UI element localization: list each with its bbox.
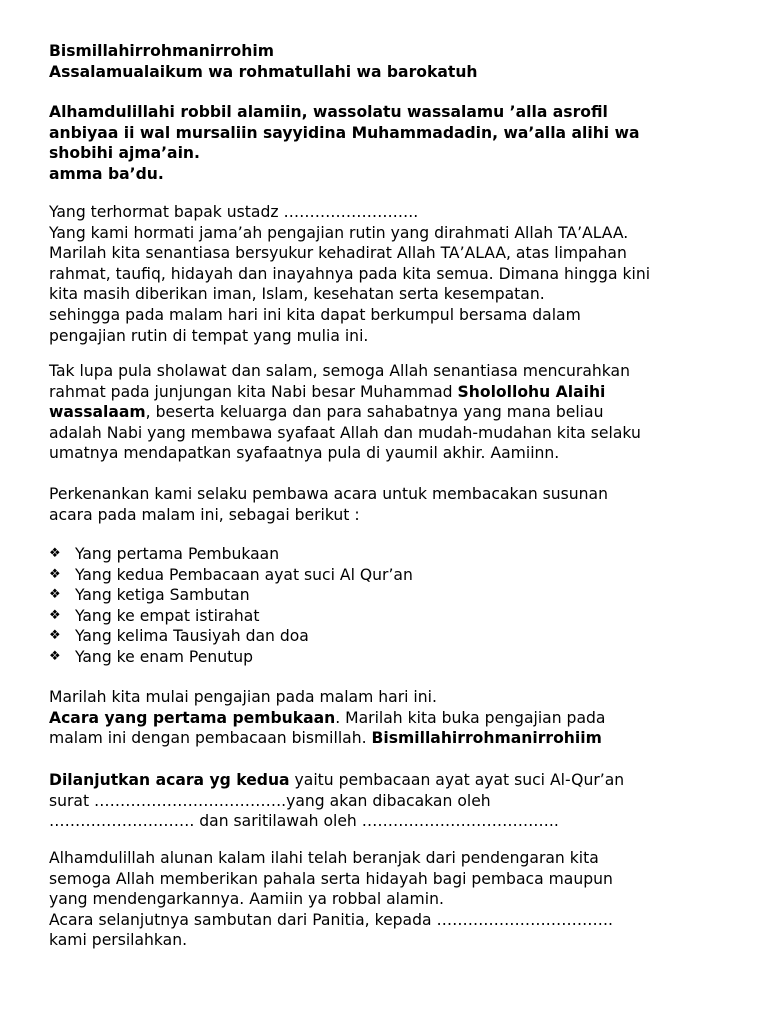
sholawat-text: , beserta keluarga dan para sahabatnya yang mana beliau — [145, 403, 604, 422]
greeting-line: pengajian rutin di tempat yang mulia ini. — [49, 326, 369, 345]
opening-block — [49, 41, 749, 82]
first-agenda-bold-text: Bismillahirrohmanirrohiim — [371, 729, 602, 748]
sholawat-line — [49, 382, 749, 403]
second-agenda-line: ………………………. dan saritilawah oleh ……………………………….. — [49, 812, 559, 831]
first-agenda-bold-text: Acara yang pertama pembukaan — [49, 708, 336, 727]
bismillah-heading: Bismillahirrohmanirrohim — [49, 42, 274, 60]
sholawat-paragraph — [49, 361, 749, 464]
greeting-line: rahmat, taufiq, hidayah dan inayahnya pada kita semua. Dimana hingga kini — [49, 264, 651, 283]
agenda-item-label: Yang kelima Tausiyah dan doa — [75, 627, 309, 646]
first-agenda-line — [49, 728, 749, 749]
greeting-line: Marilah kita senantiasa bersyukur kehadirat Allah TA’ALAA, atas limpahan — [49, 244, 627, 263]
sholawat-line: umatnya mendapatkan syafaatnya pula di yaumil akhir. Aamiinn. — [49, 444, 560, 463]
first-agenda-line — [49, 708, 749, 729]
agenda-item — [49, 544, 749, 565]
closing-line: yang mendengarkannya. Aamiin ya robbal alamin. — [49, 890, 444, 909]
first-agenda-paragraph — [49, 687, 749, 749]
agenda-item-label: Yang ketiga Sambutan — [75, 586, 250, 605]
second-agenda-text: yaitu pembacaan ayat ayat suci Al-Qur’an — [289, 771, 625, 789]
second-agenda-paragraph — [49, 770, 749, 832]
diamond-bullet-icon: ❖ — [49, 607, 61, 623]
intro-paragraph — [49, 484, 749, 525]
praise-line: Alhamdulillahi robbil alamiin, wassolatu wassalamu ’alla asrofil — [49, 103, 608, 121]
praise-line: anbiyaa ii wal mursaliin sayyidina Muhammadadin, wa’alla alihi wa — [49, 123, 640, 142]
agenda-item-label: Yang ke empat istirahat — [75, 606, 260, 625]
agenda-item-label: Yang ke enam Penutup — [75, 647, 253, 666]
greeting-line: Yang terhormat bapak ustadz …………………….. — [49, 203, 419, 221]
diamond-bullet-icon: ❖ — [49, 546, 61, 561]
intro-line: acara pada malam ini, sebagai berikut : — [49, 505, 360, 524]
greeting-line: Yang kami hormati jama’ah pengajian rutin yang dirahmati Allah TA’ALAA. — [49, 223, 629, 242]
second-agenda-line — [49, 770, 749, 791]
second-agenda-bold-text: Dilanjutkan acara yg kedua — [49, 771, 290, 789]
diamond-bullet-icon: ❖ — [49, 628, 61, 644]
diamond-bullet-icon: ❖ — [49, 587, 61, 603]
closing-paragraph — [49, 848, 749, 951]
second-agenda-line: surat ……………………………….yang akan dibacakan oleh — [49, 791, 491, 810]
closing-line: Alhamdulillah alunan kalam ilahi telah beranjak dari pendengaran kita — [49, 849, 599, 867]
salam-heading: Assalamualaikum wa rohmatullahi wa barokatuh — [49, 62, 478, 81]
closing-line: semoga Allah memberikan pahala serta hidayah bagi pembaca maupun — [49, 869, 613, 888]
sholawat-bold-text: Sholollohu Alaihi — [457, 382, 606, 401]
praise-line: shobihi ajma’ain. — [49, 144, 200, 163]
agenda-list — [49, 544, 749, 668]
agenda-item — [49, 565, 749, 586]
sholawat-bold-text: wassalaam — [49, 403, 146, 422]
first-agenda-text: . Marilah kita buka pengajian pada — [335, 708, 606, 727]
agenda-item-label: Yang pertama Pembukaan — [75, 545, 280, 563]
agenda-item — [49, 585, 749, 606]
diamond-bullet-icon: ❖ — [49, 566, 61, 582]
agenda-item — [49, 647, 749, 668]
intro-line: Perkenankan kami selaku pembawa acara untuk membacakan susunan — [49, 485, 608, 503]
greeting-line: sehingga pada malam hari ini kita dapat berkumpul bersama dalam — [49, 305, 581, 324]
first-agenda-line: Marilah kita mulai pengajian pada malam hari ini. — [49, 688, 437, 706]
sholawat-text: rahmat pada junjungan kita Nabi besar Muhammad — [49, 382, 458, 401]
greeting-line: kita masih diberikan iman, Islam, kesehatan serta kesempatan. — [49, 285, 545, 304]
agenda-item — [49, 626, 749, 647]
first-agenda-text: malam ini dengan pembacaan bismillah. — [49, 729, 372, 748]
praise-block — [49, 102, 749, 184]
amma-badu-line: amma ba’du. — [49, 164, 164, 183]
sholawat-line — [49, 402, 749, 423]
sholawat-line: Tak lupa pula sholawat dan salam, semoga Allah senantiasa mencurahkan — [49, 362, 630, 380]
diamond-bullet-icon: ❖ — [49, 648, 61, 664]
greeting-paragraph — [49, 202, 749, 346]
closing-line: Acara selanjutnya sambutan dari Panitia, kepada ……………………………. — [49, 910, 614, 929]
sholawat-line: adalah Nabi yang membawa syafaat Allah dan mudah-mudahan kita selaku — [49, 423, 641, 442]
agenda-item — [49, 606, 749, 627]
agenda-item-label: Yang kedua Pembacaan ayat suci Al Qur’an — [75, 565, 413, 584]
closing-line: kami persilahkan. — [49, 931, 188, 950]
